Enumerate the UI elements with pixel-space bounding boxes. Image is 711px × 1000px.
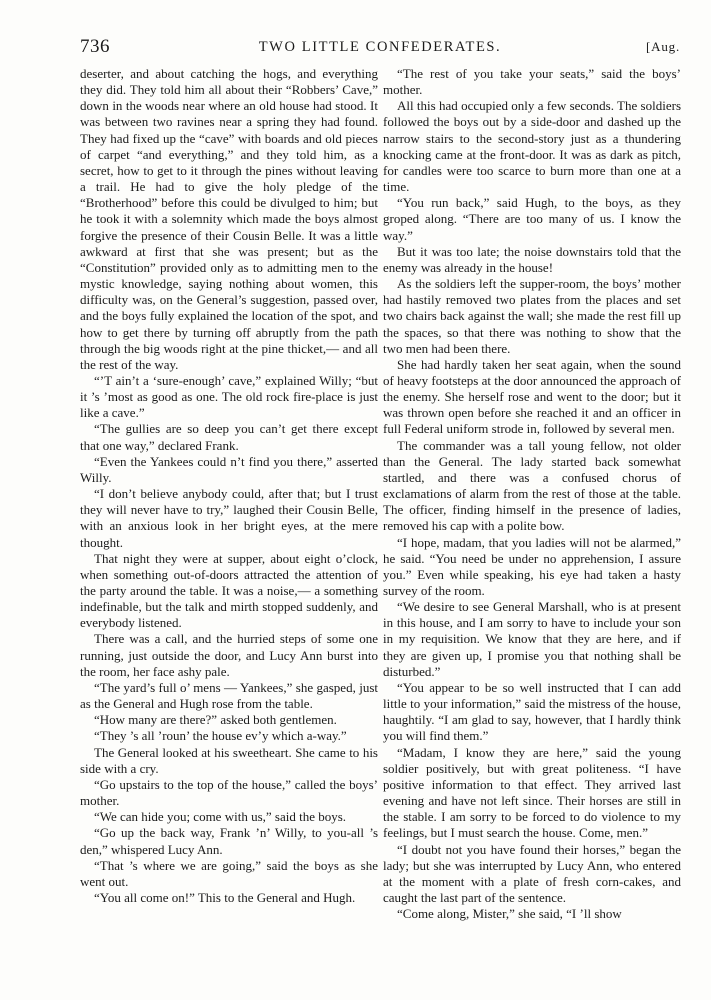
paragraph: “They ’s all ’roun’ the house ev’y which a-way.”	[94, 728, 347, 744]
paragraph: “Go upstairs to the top of the house,” called the boys’ mother.	[80, 776, 378, 809]
paragraph: “That ’s where we are going,” said the boys as she went out.	[80, 857, 378, 889]
paragraph: “I hope, madam, that you ladies will not be alarmed,” he said. “You need be under no apprehension, I assure you.” Even while speaking, his eye had taken a hasty survey of the room.	[383, 534, 681, 598]
page-header	[80, 36, 680, 60]
paragraph: “I doubt not you have found their horses,” began the lady; but she was interrupted by Lucy Ann, who entered at the moment with a plate of fresh corn-cakes, and caught the last part of the sentence.	[383, 841, 681, 905]
paragraph: “The yard’s full o’ mens — Yankees,” she gasped, just as the General and Hugh rose from the table.	[80, 679, 378, 712]
paragraph: “We can hide you; come with us,” said the boys.	[94, 809, 347, 825]
paragraph: “You appear to be so well instructed that I can add little to your information,” said the mistress of the house, haughtily. “I am glad to say, however, that I hardly think you will find them.”	[383, 679, 681, 744]
paragraph: As the soldiers left the supper-room, the boys’ mother had hastily removed two plates from the places and set two chairs back against the wall; she made the rest fill up the spaces, so that there was nothing to show that the two men had been there.	[383, 276, 681, 356]
paragraph: The commander was a tall young fellow, not older than the General. The lady started back somewhat startled, and there was a confused chorus of exclamations of alarm from the rest of those at the table. The officer, finding himself in the presence of ladies, removed his cap with a polite bow.	[383, 437, 681, 534]
paragraph: The General looked at his sweetheart. She came to his side with a cry.	[80, 744, 378, 776]
paragraph: There was a call, and the hurried steps of some one running, just outside the door, and Lucy Ann burst into the room, her face ashy pale.	[80, 631, 378, 679]
paragraph: “Madam, I know they are here,” said the young soldier positively, but with great politeness. “I have positive information to that effect. They arrived last evening and have not left since. Their horses are still in the stable. I am sorry to be forced to do violence to my feelings, but I must search the house. Come, men.”	[383, 744, 681, 841]
page-number: 736	[80, 36, 110, 57]
paragraph: deserter, and about catching the hogs, and everything they did. They told him all about their “Robbers’ Cave,” down in the woods near where an old house had stood. It was between two ravines near a spring they had found. They had fixed up the “cave” with boards and old pieces of carpet “and everything,” and they told him, as a secret, how to get to it through the pines without leaving a trail. He had to give the holy pledge of the “Brotherhood” before this could be divulged to him; but he took it with a solemnity which made the boys almost forgive the presence of their Cousin Belle. It was a little awkward at first that she was present; but as the “Constitution” provided only as to admitting men to the mystic knowledge, saying nothing about women, this difficulty was, on the General’s suggestion, passed over, and the boys fully explained the location of the spot, and how to get there by turning off abruptly from the path through the big woods right at the pine thicket,— and all the rest of the way.	[80, 66, 378, 372]
issue-month: [Aug.	[646, 39, 680, 54]
paragraph: “’T ain’t a ‘sure-enough’ cave,” explained Willy; “but it ’s ’most as good as one. The old rock fire-place is just like a cave.”	[80, 372, 378, 421]
running-title: TWO LITTLE CONFEDERATES.	[258, 39, 502, 55]
paragraph: “Come along, Mister,” she said, “I ’ll show	[397, 906, 622, 922]
paragraph: “The gullies are so deep you can’t get there except that one way,” declared Frank.	[80, 421, 378, 453]
right-column	[383, 66, 681, 922]
paragraph: That night they were at supper, about eight o’clock, when something out-of-doors attracted the attention of the party around the table. It was a noise,— a something indefinable, but the talk and mirth stopped suddenly, and everybody listened.	[80, 550, 378, 631]
paragraph: “You all come on!” This to the General and Hugh.	[94, 889, 356, 905]
paragraph: “We desire to see General Marshall, who is at present in this house, and I am sorry to have to include your son in my requisition. We know that they are here, and if they are given up, I promise you that nothing shall be disturbed.”	[383, 599, 681, 679]
paragraph: “Even the Yankees could n’t find you there,” asserted Willy.	[80, 453, 378, 485]
paragraph: “How many are there?” asked both gentlemen.	[94, 712, 337, 728]
paragraph: But it was too late; the noise downstairs told that the enemy was already in the house!	[383, 243, 681, 275]
paragraph: All this had occupied only a few seconds. The soldiers followed the boys out by a side-door and dashed up the narrow stairs to the second-story just as a thundering knocking came at the front-door. It was as dark as pitch, for candles were too scarce to burn more than one at a time.	[383, 98, 681, 195]
paragraph: “You run back,” said Hugh, to the boys, as they groped along. “There are too many of us. I know the way.”	[383, 195, 681, 243]
paragraph: She had hardly taken her seat again, when the sound of heavy footsteps at the door announced the approach of the enemy. She herself rose and went to the door; but it was thrown open before she reached it and an officer in full Federal uniform strode in, followed by several men.	[383, 356, 681, 437]
paragraph: “Go up the back way, Frank ’n’ Willy, to you-all ’s den,” whispered Lucy Ann.	[80, 825, 378, 857]
paragraph: “The rest of you take your seats,” said the boys’ mother.	[383, 66, 681, 98]
paragraph: “I don’t believe anybody could, after that; but I trust they will never have to try,” laughed their Cousin Belle, with an anxious look in her bright eyes, at the mere thought.	[80, 486, 378, 550]
left-column	[80, 66, 378, 906]
